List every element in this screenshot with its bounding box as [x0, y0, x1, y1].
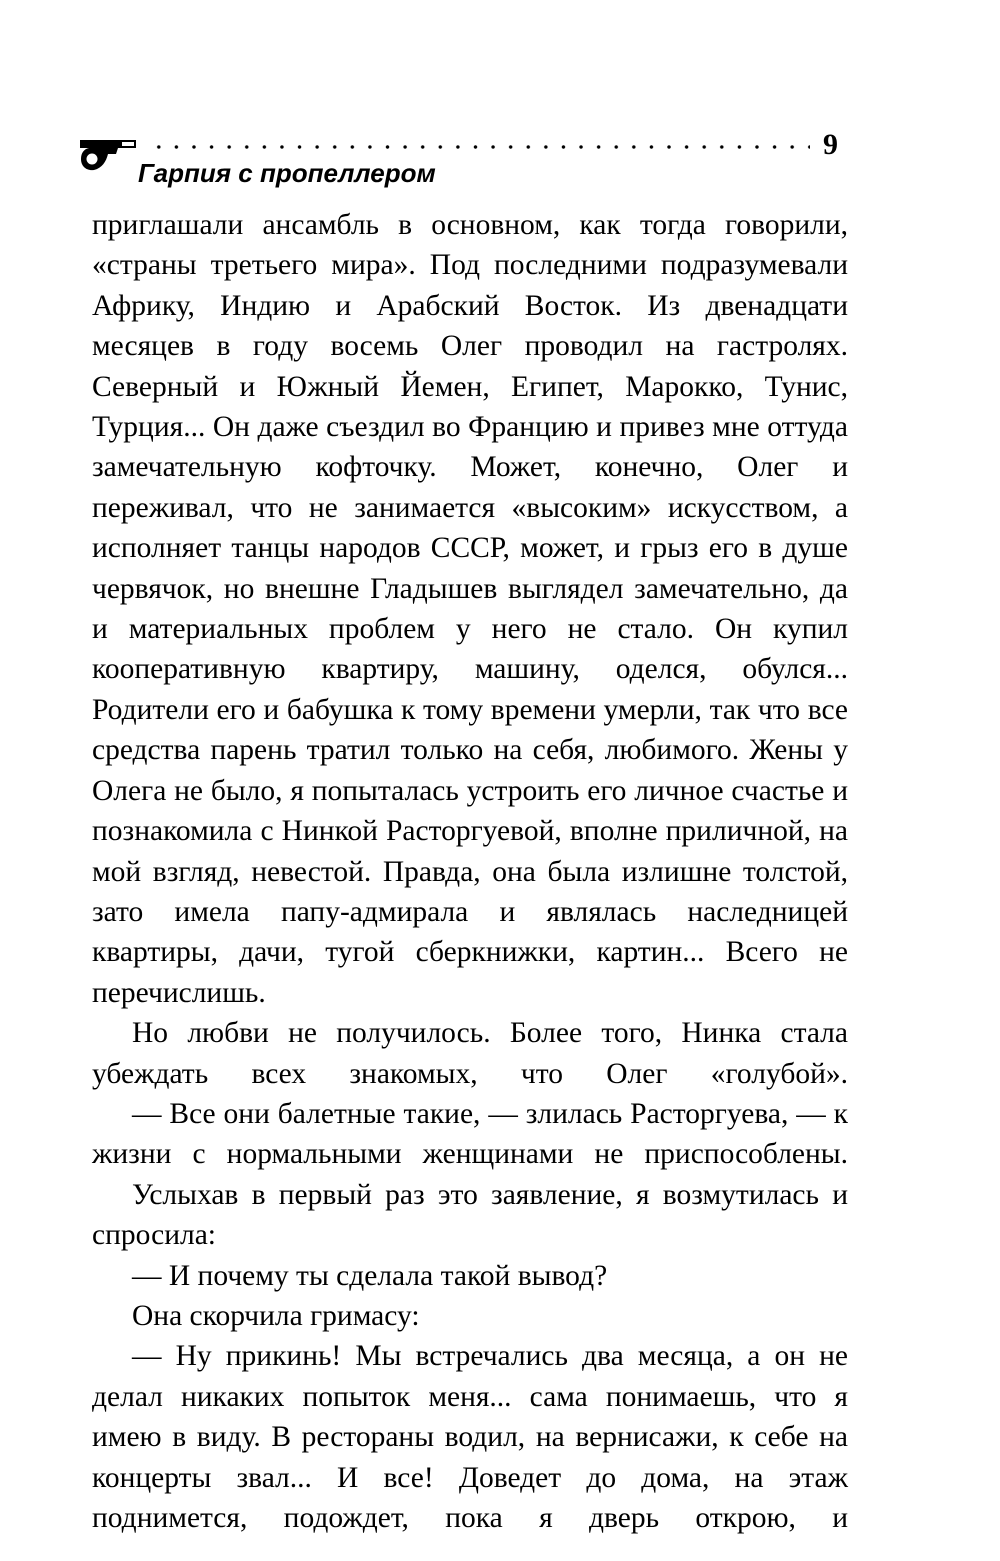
running-head [78, 128, 838, 192]
header-dotted-rule [150, 144, 810, 150]
paragraph: — Ну прикинь! Мы встречались два месяца, а он не делал никаких попыток меня... сама понимаешь, что я имею в виду. В рестораны водил, на вернисажи, к себе на концерты звал... И все! Доведет до дома, на этаж поднимется, подождет, пока я дверь открою, и [92, 1340, 848, 1534]
paragraph: Но любви не получилось. Более того, Нинка стала убеждать всех знакомых, что Олег «голубой». [92, 1017, 848, 1090]
running-title: Гарпия с пропеллером [138, 158, 436, 188]
paragraph: приглашали ансамбль в основном, как тогда говорили, «страны третьего мира». Под последними подразумевали Африку, Индию и Арабский Восток. Из двенадцати месяцев в году восемь Олег проводил на гастролях. Северный и Южный Йемен, Египет, Марокко, Тунис, Турция... Он даже съездил во Францию и привез мне оттуда замечательную кофточку. Может, конечно, Олег и переживал, что не занимается «высоким» искусством, а исполняет танцы народов СССР, может, и грыз его в душе червячок, но внешне Гладышев выглядел замечательно, да и материальных проблем у него не стало. Он купил кооперативную квартиру, машину, оделся, обулся... Родители его и бабушка к тому времени умерли, так что все средства парень тратил только на себя, любимого. Жены у Олега не было, я попыталась устроить его личное счастье и познакомила с Нинкой Расторгуевой, вполне приличной, на мой взгляд, невестой. Правда, она была излишне толстой, зато имела папу-адмирала и являлась наследницей квартиры, дачи, тугой сберкнижки, картин... Всего не перечислишь. [92, 209, 848, 1009]
paragraph: Она скорчила гримасу: [132, 1299, 420, 1332]
page-number: 9 [823, 128, 838, 161]
paragraph: — Все они балетные такие, — злилась Расторгуева, — к жизни с нормальными женщинами не приспособлены. [92, 1097, 848, 1171]
body-text [92, 205, 848, 1538]
pistol-icon [78, 134, 140, 172]
paragraph: — И почему ты сделала такой вывод? [132, 1259, 608, 1292]
paragraph: Услыхав в первый раз это заявление, я возмутилась и спросила: [92, 1178, 848, 1252]
